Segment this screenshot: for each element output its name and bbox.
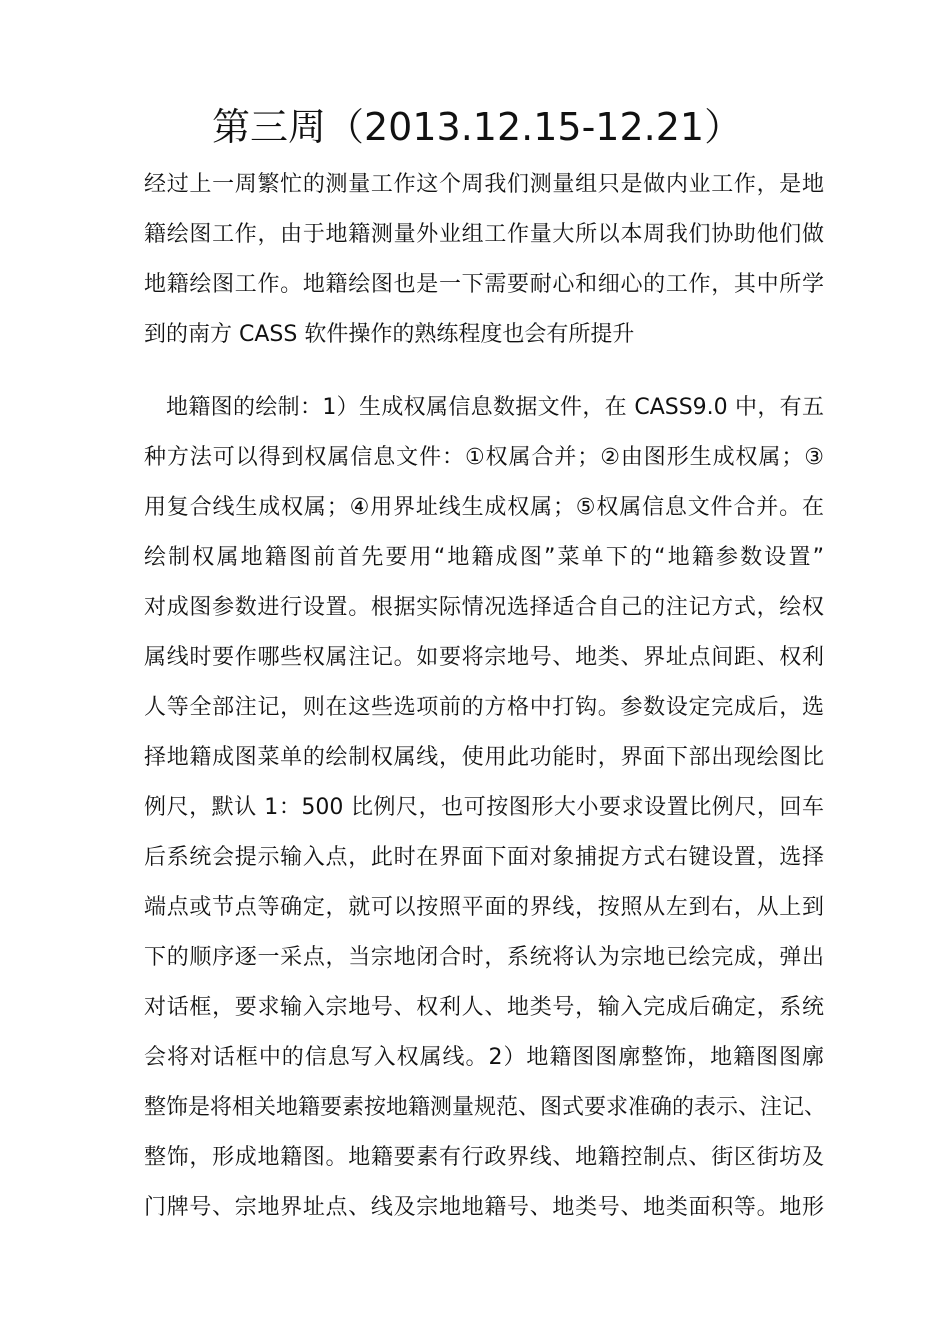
text-line: 属线时要作哪些权属注记。如要将宗地号、地类、界址点间距、权利: [144, 645, 824, 670]
text-line: 整饰是将相关地籍要素按地籍测量规范、图式要求准确的表示、注记、: [144, 1095, 827, 1120]
text-line: 到的南方 CASS 软件操作的熟练程度也会有所提升: [144, 322, 635, 347]
paragraph-2: [144, 383, 827, 1233]
text-line: 端点或节点等确定，就可以按照平面的界线，按照从左到右，从上到: [144, 895, 824, 920]
text-line: 地籍绘图工作。地籍绘图也是一下需要耐心和细心的工作，其中所学: [144, 272, 824, 297]
text-line: 人等全部注记，则在这些选项前的方格中打钩。参数设定完成后，选: [144, 695, 824, 720]
text-line: 用复合线生成权属；④用界址线生成权属；⑤权属信息文件合并。在: [144, 495, 824, 520]
text-line: 后系统会提示输入点，此时在界面下面对象捕捉方式右键设置，选择: [144, 845, 824, 870]
page-title: 第三周（2013.12.15-12.21）: [212, 105, 743, 149]
text-line: 绘制权属地籍图前首先要用“地籍成图”菜单下的“地籍参数设置”: [144, 545, 824, 570]
text-line: 经过上一周繁忙的测量工作这个周我们测量组只是做内业工作，是地: [144, 172, 824, 197]
text-line: 例尺，默认 1：500 比例尺，也可按图形大小要求设置比例尺，回车: [144, 795, 824, 820]
text-line: 对成图参数进行设置。根据实际情况选择适合自己的注记方式，绘权: [144, 595, 824, 620]
text-line: 种方法可以得到权属信息文件：①权属合并；②由图形生成权属；③: [144, 445, 824, 470]
paragraph-1: [144, 160, 824, 360]
text-line: 会将对话框中的信息写入权属线。2）地籍图图廓整饰，地籍图图廓: [144, 1045, 824, 1070]
text-line: 择地籍成图菜单的绘制权属线，使用此功能时，界面下部出现绘图比: [144, 745, 824, 770]
text-line: 对话框，要求输入宗地号、权利人、地类号，输入完成后确定，系统: [144, 995, 824, 1020]
text-line: 地籍图的绘制：1）生成权属信息数据文件，在 CASS9.0 中，有五: [166, 395, 824, 420]
text-line: 整饰，形成地籍图。地籍要素有行政界线、地籍控制点、街区街坊及: [144, 1145, 824, 1170]
text-line: 籍绘图工作，由于地籍测量外业组工作量大所以本周我们协助他们做: [144, 222, 824, 247]
text-line: 门牌号、宗地界址点、线及宗地地籍号、地类号、地类面积等。地形: [144, 1195, 824, 1220]
text-line: 下的顺序逐一采点，当宗地闭合时，系统将认为宗地已绘完成，弹出: [144, 945, 824, 970]
